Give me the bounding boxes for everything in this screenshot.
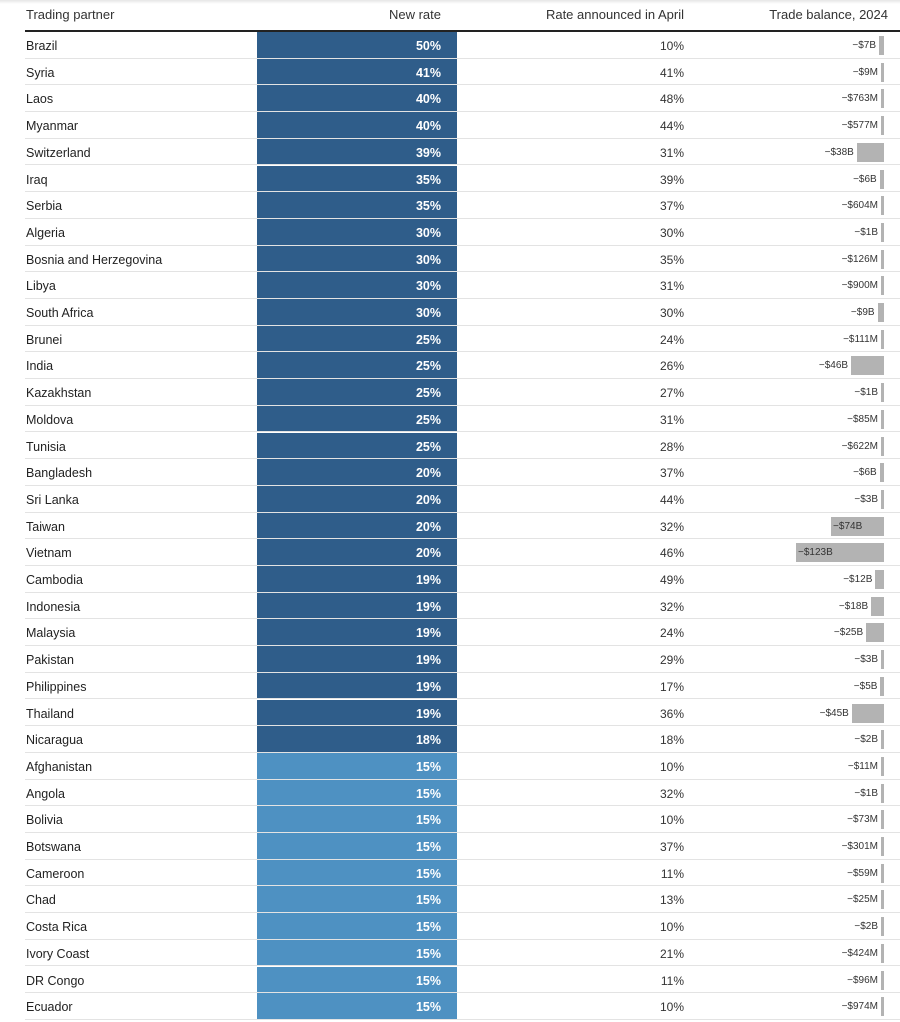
trade-balance-label: −$59M: [847, 867, 878, 879]
april-rate-value: 28%: [659, 439, 684, 454]
partner-name: Sri Lanka: [26, 492, 79, 507]
table-row: [0, 673, 900, 700]
partner-name: Costa Rica: [26, 920, 88, 935]
table-row: [0, 112, 900, 139]
trade-balance-bar: [878, 303, 884, 322]
partner-name: Indonesia: [26, 599, 81, 614]
table-row: [0, 753, 900, 780]
trade-balance-label: −$763M: [841, 93, 878, 105]
april-rate-value: 37%: [659, 840, 684, 854]
trade-balance-bar: [857, 143, 884, 162]
table-row: [0, 886, 900, 913]
table-row: [0, 192, 900, 219]
april-rate-value: 10%: [659, 39, 684, 53]
trade-balance-bar: [881, 650, 884, 669]
trade-balance-label: −$2B: [854, 921, 878, 933]
partner-name: Syria: [26, 65, 55, 80]
trade-balance-label: −$3B: [854, 654, 878, 666]
partner-name: Serbia: [26, 199, 63, 214]
table-row: [0, 940, 900, 967]
trade-balance-label: −$12B: [843, 574, 873, 585]
table-row: [0, 139, 900, 166]
trade-balance-label: −$111M: [843, 333, 878, 345]
april-rate-value: 41%: [659, 65, 684, 80]
trade-balance-bar: [881, 944, 884, 963]
new-rate-cell: [257, 753, 457, 780]
april-rate-value: 49%: [659, 573, 684, 587]
table-header: [0, 0, 900, 31]
april-rate-value: 31%: [659, 145, 684, 160]
table-row: [0, 459, 900, 486]
april-rate-value: 24%: [659, 626, 684, 641]
new-rate-cell: [257, 619, 457, 646]
new-rate-value: 20%: [415, 466, 441, 481]
trade-balance-label: −$301M: [841, 841, 878, 852]
new-rate-cell: [257, 967, 457, 994]
new-rate-cell: [257, 566, 457, 593]
new-rate-value: 41%: [415, 65, 441, 80]
new-rate-value: 20%: [415, 546, 441, 561]
row-divider: [25, 1019, 900, 1020]
trade-balance-bar: [871, 597, 884, 616]
partner-name: Brazil: [26, 39, 58, 53]
trade-balance-bar: [881, 730, 884, 749]
partner-name: Laos: [26, 92, 54, 107]
new-rate-cell: [257, 59, 457, 86]
partner-name: Nicaragua: [26, 733, 83, 748]
trade-balance-label: −$3B: [854, 493, 878, 505]
trade-balance-bar: [879, 36, 884, 55]
new-rate-value: 18%: [415, 733, 441, 748]
new-rate-cell: [257, 32, 457, 59]
april-rate-value: 21%: [659, 946, 684, 961]
trade-balance-bar: [881, 917, 884, 936]
trade-balance-label: −$1B: [854, 226, 878, 238]
new-rate-value: 30%: [415, 306, 441, 320]
table-row: [0, 566, 900, 593]
april-rate-value: 44%: [659, 492, 684, 507]
april-rate-value: 17%: [659, 679, 684, 694]
partner-name: Libya: [26, 279, 56, 294]
trade-balance-label: −$38B: [824, 146, 854, 158]
april-rate-value: 31%: [659, 412, 684, 427]
trade-balance-label: −$25M: [847, 894, 878, 906]
new-rate-value: 19%: [415, 599, 441, 614]
new-rate-cell: [257, 833, 457, 860]
april-rate-value: 26%: [659, 359, 684, 374]
april-rate-value: 44%: [659, 119, 684, 134]
new-rate-cell: [257, 860, 457, 887]
new-rate-value: 40%: [415, 119, 441, 134]
column-header-partner: Trading partner: [26, 7, 115, 22]
trade-balance-bar: [881, 223, 884, 242]
new-rate-value: 15%: [415, 946, 441, 961]
new-rate-value: 20%: [415, 492, 441, 507]
trade-balance-bar: [881, 437, 884, 456]
trade-balance-label: −$126M: [841, 253, 878, 265]
new-rate-cell: [257, 326, 457, 353]
trade-balance-bar: [852, 704, 884, 723]
partner-name: Brunei: [26, 332, 63, 347]
table-row: [0, 352, 900, 379]
new-rate-cell: [257, 299, 457, 326]
april-rate-value: 35%: [659, 252, 684, 267]
partner-name: Moldova: [26, 412, 74, 427]
partner-name: Ivory Coast: [26, 946, 90, 961]
partner-name: Switzerland: [26, 145, 91, 160]
new-rate-cell: [257, 940, 457, 967]
new-rate-cell: [257, 513, 457, 540]
partner-name: Vietnam: [26, 546, 72, 561]
new-rate-cell: [257, 993, 457, 1020]
trade-balance-bar: [851, 356, 884, 375]
partner-name: Algeria: [26, 225, 65, 240]
partner-name: Philippines: [26, 679, 87, 694]
new-rate-value: 15%: [415, 920, 441, 935]
new-rate-cell: [257, 700, 457, 727]
trade-balance-bar: [880, 170, 884, 189]
table-row: [0, 513, 900, 540]
partner-name: Thailand: [26, 706, 74, 721]
trade-balance-label: −$45B: [819, 707, 849, 719]
trade-balance-label: −$6B: [853, 173, 877, 185]
table-row: [0, 326, 900, 353]
partner-name: Cambodia: [26, 573, 83, 587]
trade-balance-bar: [881, 116, 884, 135]
table-row: [0, 32, 900, 59]
table-row: [0, 406, 900, 433]
new-rate-value: 25%: [415, 386, 441, 401]
new-rate-value: 25%: [415, 332, 441, 347]
new-rate-cell: [257, 486, 457, 513]
partner-name: Chad: [26, 893, 56, 908]
april-rate-value: 30%: [659, 225, 684, 240]
partner-name: Tunisia: [26, 439, 66, 454]
trade-balance-bar: [880, 677, 884, 696]
partner-name: Bosnia and Herzegovina: [26, 252, 163, 267]
trade-balance-bar: [880, 463, 884, 482]
table-row: [0, 619, 900, 646]
trade-balance-bar: [881, 837, 884, 856]
trade-balance-label: −$1B: [854, 387, 878, 399]
table-row: [0, 593, 900, 620]
trade-balance-label: −$74B: [833, 520, 863, 532]
trade-balance-bar: [881, 997, 884, 1016]
april-rate-value: 10%: [659, 1000, 684, 1015]
new-rate-value: 15%: [415, 866, 441, 881]
april-rate-value: 32%: [659, 786, 684, 801]
new-rate-cell: [257, 593, 457, 620]
new-rate-cell: [257, 192, 457, 219]
april-rate-value: 18%: [659, 733, 684, 748]
trade-balance-label: −$974M: [841, 1001, 878, 1013]
new-rate-cell: [257, 406, 457, 433]
new-rate-cell: [257, 539, 457, 566]
new-rate-value: 19%: [415, 653, 441, 668]
trade-balance-label: −$73M: [847, 814, 878, 826]
partner-name: Bangladesh: [26, 466, 93, 481]
trade-balance-label: −$25B: [833, 627, 864, 639]
new-rate-value: 35%: [415, 172, 441, 187]
partner-name: Malaysia: [26, 626, 76, 641]
trade-balance-bar: [881, 410, 884, 429]
new-rate-cell: [257, 379, 457, 406]
table-row: [0, 379, 900, 406]
table-row: [0, 85, 900, 112]
april-rate-value: 32%: [659, 599, 684, 614]
table-row: [0, 860, 900, 887]
new-rate-value: 25%: [415, 439, 441, 454]
table-row: [0, 780, 900, 807]
table-row: [0, 299, 900, 326]
table-row: [0, 700, 900, 727]
partner-name: DR Congo: [26, 973, 85, 988]
new-rate-value: 15%: [415, 786, 441, 801]
table-row: [0, 646, 900, 673]
trade-balance-label: −$577M: [841, 120, 878, 132]
new-rate-value: 30%: [415, 225, 441, 240]
new-rate-value: 15%: [415, 840, 441, 854]
trade-balance-bar: [881, 196, 884, 215]
new-rate-value: 20%: [415, 519, 441, 534]
trade-balance-bar: [881, 63, 884, 82]
column-header-april-rate: Rate announced in April: [545, 7, 684, 22]
trade-balance-bar: [881, 890, 884, 909]
new-rate-value: 35%: [415, 199, 441, 214]
trade-balance-label: −$622M: [841, 440, 878, 452]
april-rate-value: 36%: [659, 706, 684, 721]
trade-balance-label: −$7B: [852, 40, 876, 51]
partner-name: Ecuador: [26, 1000, 73, 1015]
partner-name: Kazakhstan: [26, 386, 92, 401]
trade-balance-bar: [875, 570, 884, 589]
new-rate-cell: [257, 886, 457, 913]
trade-balance-label: −$900M: [841, 280, 878, 292]
new-rate-value: 50%: [415, 39, 441, 53]
table-row: [0, 272, 900, 299]
partner-name: Iraq: [26, 172, 48, 187]
april-rate-value: 37%: [659, 466, 684, 481]
trade-balance-bar: [866, 623, 884, 642]
new-rate-value: 15%: [415, 813, 441, 828]
trade-balance-bar: [881, 864, 884, 883]
column-header-trade-balance: Trade balance, 2024: [769, 7, 888, 22]
table-row: [0, 539, 900, 566]
april-rate-value: 37%: [659, 199, 684, 214]
new-rate-cell: [257, 272, 457, 299]
trade-balance-label: −$9M: [852, 66, 878, 78]
trade-balance-label: −$96M: [847, 974, 878, 986]
table-row: [0, 219, 900, 246]
table-row: [0, 433, 900, 460]
partner-name: Taiwan: [26, 519, 65, 534]
table-row: [0, 913, 900, 940]
april-rate-value: 39%: [659, 172, 684, 187]
table-row: [0, 59, 900, 86]
partner-name: Cameroon: [26, 866, 85, 881]
april-rate-value: 10%: [659, 759, 684, 774]
new-rate-value: 25%: [415, 412, 441, 427]
partner-name: Bolivia: [26, 813, 63, 828]
trade-balance-bar: [881, 810, 884, 829]
new-rate-value: 15%: [415, 893, 441, 908]
new-rate-cell: [257, 780, 457, 807]
partner-name: Afghanistan: [26, 759, 93, 774]
new-rate-value: 19%: [415, 573, 441, 587]
new-rate-cell: [257, 166, 457, 193]
partner-name: Botswana: [26, 840, 81, 854]
trade-balance-label: −$5B: [853, 680, 878, 692]
new-rate-cell: [257, 913, 457, 940]
new-rate-cell: [257, 806, 457, 833]
new-rate-cell: [257, 433, 457, 460]
trade-balance-label: −$11M: [847, 760, 878, 772]
april-rate-value: 32%: [659, 519, 684, 534]
new-rate-cell: [257, 673, 457, 700]
new-rate-value: 19%: [415, 706, 441, 721]
trade-balance-label: −$1B: [854, 787, 878, 799]
april-rate-value: 46%: [659, 546, 684, 561]
trade-balance-bar: [881, 89, 884, 108]
new-rate-cell: [257, 726, 457, 753]
trade-balance-label: −$2B: [854, 734, 878, 746]
trade-balance-bar: [881, 490, 884, 509]
trade-balance-label: −$9B: [850, 307, 875, 318]
trade-balance-label: −$424M: [841, 947, 878, 959]
trade-balance-bar: [881, 330, 884, 349]
trade-balance-label: −$46B: [818, 360, 849, 372]
new-rate-cell: [257, 459, 457, 486]
trade-balance-label: −$123B: [798, 547, 833, 559]
new-rate-value: 15%: [415, 973, 441, 988]
trade-balance-label: −$85M: [847, 413, 878, 425]
table-row: [0, 993, 900, 1020]
table-row: [0, 833, 900, 860]
new-rate-cell: [257, 352, 457, 379]
trade-balance-bar: [881, 383, 884, 402]
new-rate-value: 39%: [415, 145, 441, 160]
trade-balance-bar: [881, 784, 884, 803]
partner-name: South Africa: [26, 306, 94, 320]
new-rate-value: 25%: [415, 359, 441, 374]
new-rate-cell: [257, 139, 457, 166]
table-row: [0, 726, 900, 753]
april-rate-value: 13%: [659, 893, 684, 908]
new-rate-cell: [257, 112, 457, 139]
partner-name: Angola: [26, 786, 65, 801]
april-rate-value: 29%: [659, 653, 684, 668]
column-header-new-rate: New rate: [388, 7, 441, 22]
new-rate-value: 19%: [415, 626, 441, 641]
new-rate-value: 19%: [415, 679, 441, 694]
april-rate-value: 30%: [659, 306, 684, 320]
new-rate-value: 40%: [415, 92, 441, 107]
trade-balance-label: −$604M: [841, 200, 878, 212]
new-rate-cell: [257, 219, 457, 246]
april-rate-value: 31%: [659, 279, 684, 294]
trade-balance-bar: [881, 757, 884, 776]
april-rate-value: 10%: [659, 920, 684, 935]
partner-name: Pakistan: [26, 653, 74, 668]
table-row: [0, 166, 900, 193]
april-rate-value: 27%: [659, 386, 684, 401]
new-rate-cell: [257, 646, 457, 673]
new-rate-value: 30%: [415, 279, 441, 294]
april-rate-value: 11%: [660, 973, 684, 988]
table-row: [0, 486, 900, 513]
table-row: [0, 806, 900, 833]
new-rate-value: 15%: [415, 759, 441, 774]
trade-balance-bar: [881, 276, 884, 295]
trade-balance-label: −$6B: [853, 467, 877, 479]
partner-name: Myanmar: [26, 119, 79, 134]
april-rate-value: 11%: [660, 866, 684, 881]
new-rate-cell: [257, 246, 457, 273]
new-rate-cell: [257, 85, 457, 112]
partner-name: India: [26, 359, 54, 374]
trade-balance-label: −$18B: [838, 600, 869, 612]
april-rate-value: 48%: [659, 92, 684, 107]
april-rate-value: 24%: [659, 332, 684, 347]
new-rate-value: 30%: [415, 252, 441, 267]
trade-balance-bar: [881, 971, 884, 990]
table-row: [0, 967, 900, 994]
table-row: [0, 246, 900, 273]
new-rate-value: 15%: [415, 1000, 441, 1015]
april-rate-value: 10%: [659, 813, 684, 828]
trade-balance-bar: [881, 250, 884, 269]
